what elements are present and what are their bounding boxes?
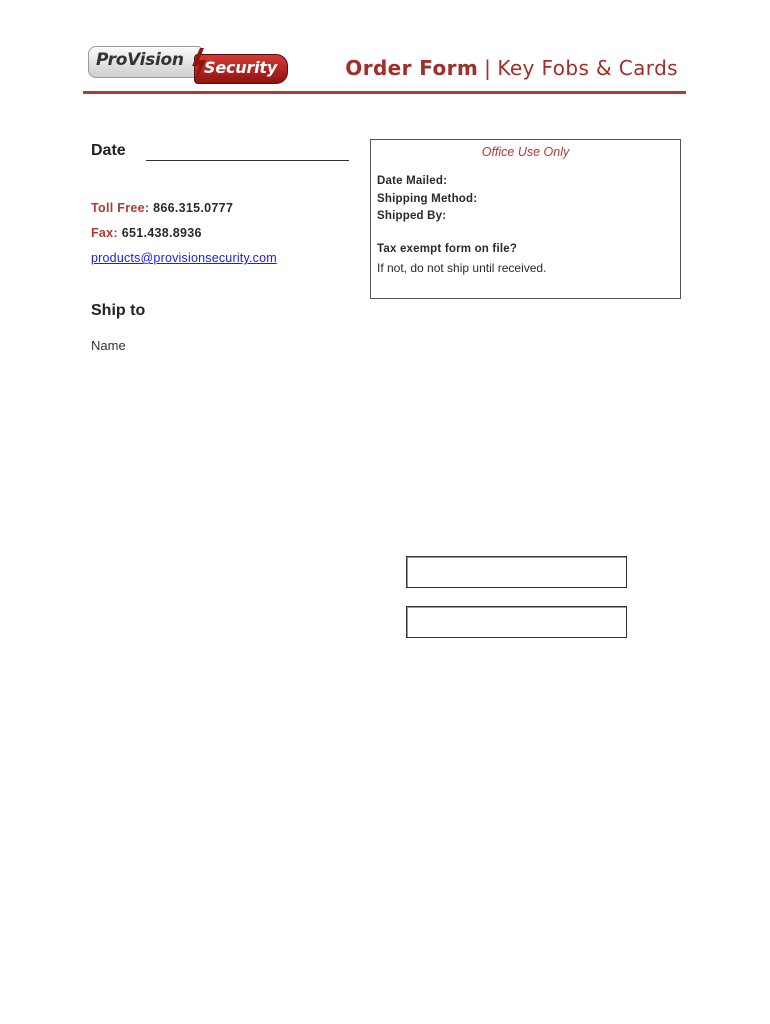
email-link[interactable]: products@provisionsecurity.com — [91, 251, 277, 265]
name-label: Name — [91, 338, 126, 353]
toll-free-number: 866.315.0777 — [153, 201, 234, 215]
logo-security-text: Security — [204, 58, 278, 77]
toll-free-label: Toll Free: — [91, 201, 150, 215]
date-label: Date — [91, 142, 126, 159]
fax-line — [91, 226, 202, 240]
provision-security-logo — [88, 46, 286, 84]
logo-provision-text: ProVision — [96, 50, 184, 70]
date-field[interactable] — [146, 160, 349, 161]
office-use-title: Office Use Only — [481, 145, 570, 159]
header-rule — [83, 91, 686, 94]
toll-free-line — [91, 201, 233, 215]
form-input-box-1[interactable] — [406, 556, 627, 588]
date-mailed-label: Date Mailed: — [377, 175, 448, 187]
fax-label: Fax: — [91, 226, 118, 240]
shipping-method-label: Shipping Method: — [377, 193, 478, 205]
title-subject: Key Fobs & Cards — [497, 56, 678, 80]
tax-exempt-note: If not, do not ship until received. — [377, 261, 547, 275]
ship-to-heading: Ship to — [91, 302, 146, 319]
title-order-form: Order Form — [345, 56, 479, 80]
fax-number: 651.438.8936 — [121, 226, 202, 240]
tax-exempt-label: Tax exempt form on file? — [377, 243, 518, 255]
form-input-box-2[interactable] — [406, 606, 627, 638]
page-title — [345, 56, 678, 80]
shipped-by-label: Shipped By: — [377, 210, 447, 222]
title-separator: | — [484, 56, 492, 80]
